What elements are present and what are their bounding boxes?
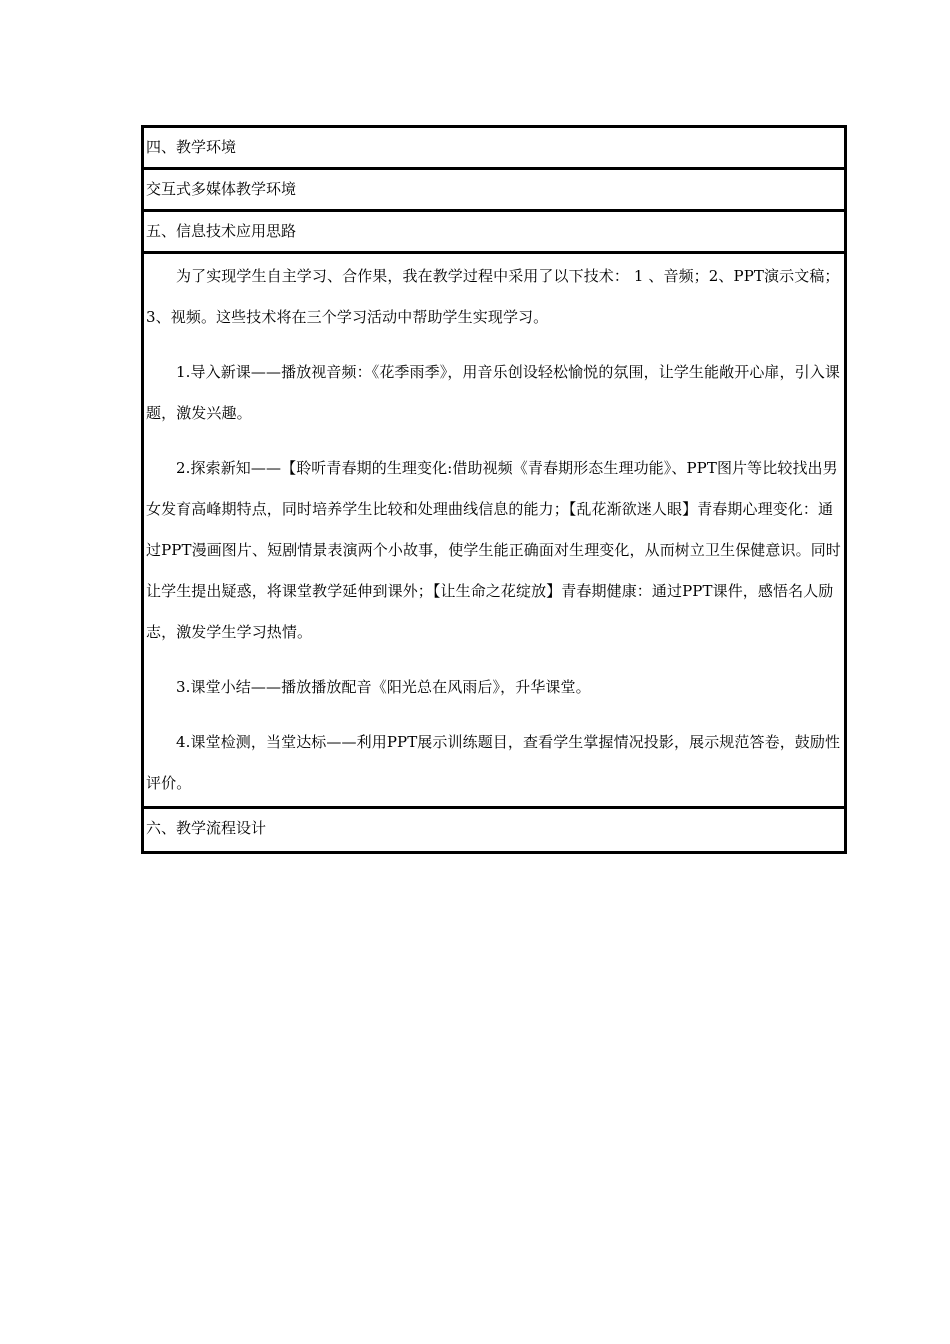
paragraph-step-4: 4.课堂检测，当堂达标——利用PPT展示训练题目，查看学生掌握情况投影，展示规范答卷，鼓励性评价。 [146, 733, 841, 792]
paragraph-step-3: 3.课堂小结——播放播放配音《阳光总在风雨后》，升华课堂。 [176, 678, 591, 696]
teaching-environment-value: 交互式多媒体教学环境 [144, 170, 844, 212]
paragraph-intro: 为了实现学生自主学习、合作果，我在教学过程中采用了以下技术： 1 、音频；2、PPT演示文稿；3、视频。这些技术将在三个学习活动中帮助学生实现学习。 [146, 267, 840, 326]
section-heading-it-application: 五、信息技术应用思路 [144, 212, 844, 254]
paragraph-step-2: 2.探索新知——【聆听青春期的生理变化:借助视频《青春期形态生理功能》、PPT图片等比较找出男女发育高峰期特点，同时培养学生比较和处理曲线信息的能力；【乱花渐欲迷人眼】青春期心理变化：通过PPT漫画图片、短剧情景表演两个小故事，使学生能正确面对生理变化，从而树立卫生保健意识。同时让学生提出疑惑，将课堂教学延伸到课外；【让生命之花绽放】青春期健康：通过PPT课件，感悟名人励志，激发学生学习热情。 [146, 459, 841, 641]
section-heading-teaching-environment: 四、教学环境 [144, 128, 844, 170]
paragraph-step-1: 1.导入新课——播放视音频：《花季雨季》，用音乐创设轻松愉悦的氛围，让学生能敞开心扉，引入课题，激发兴趣。 [146, 363, 840, 422]
section-heading-teaching-flow: 六、教学流程设计 [146, 819, 267, 837]
lesson-plan-table [141, 125, 847, 854]
it-application-content [144, 254, 844, 809]
